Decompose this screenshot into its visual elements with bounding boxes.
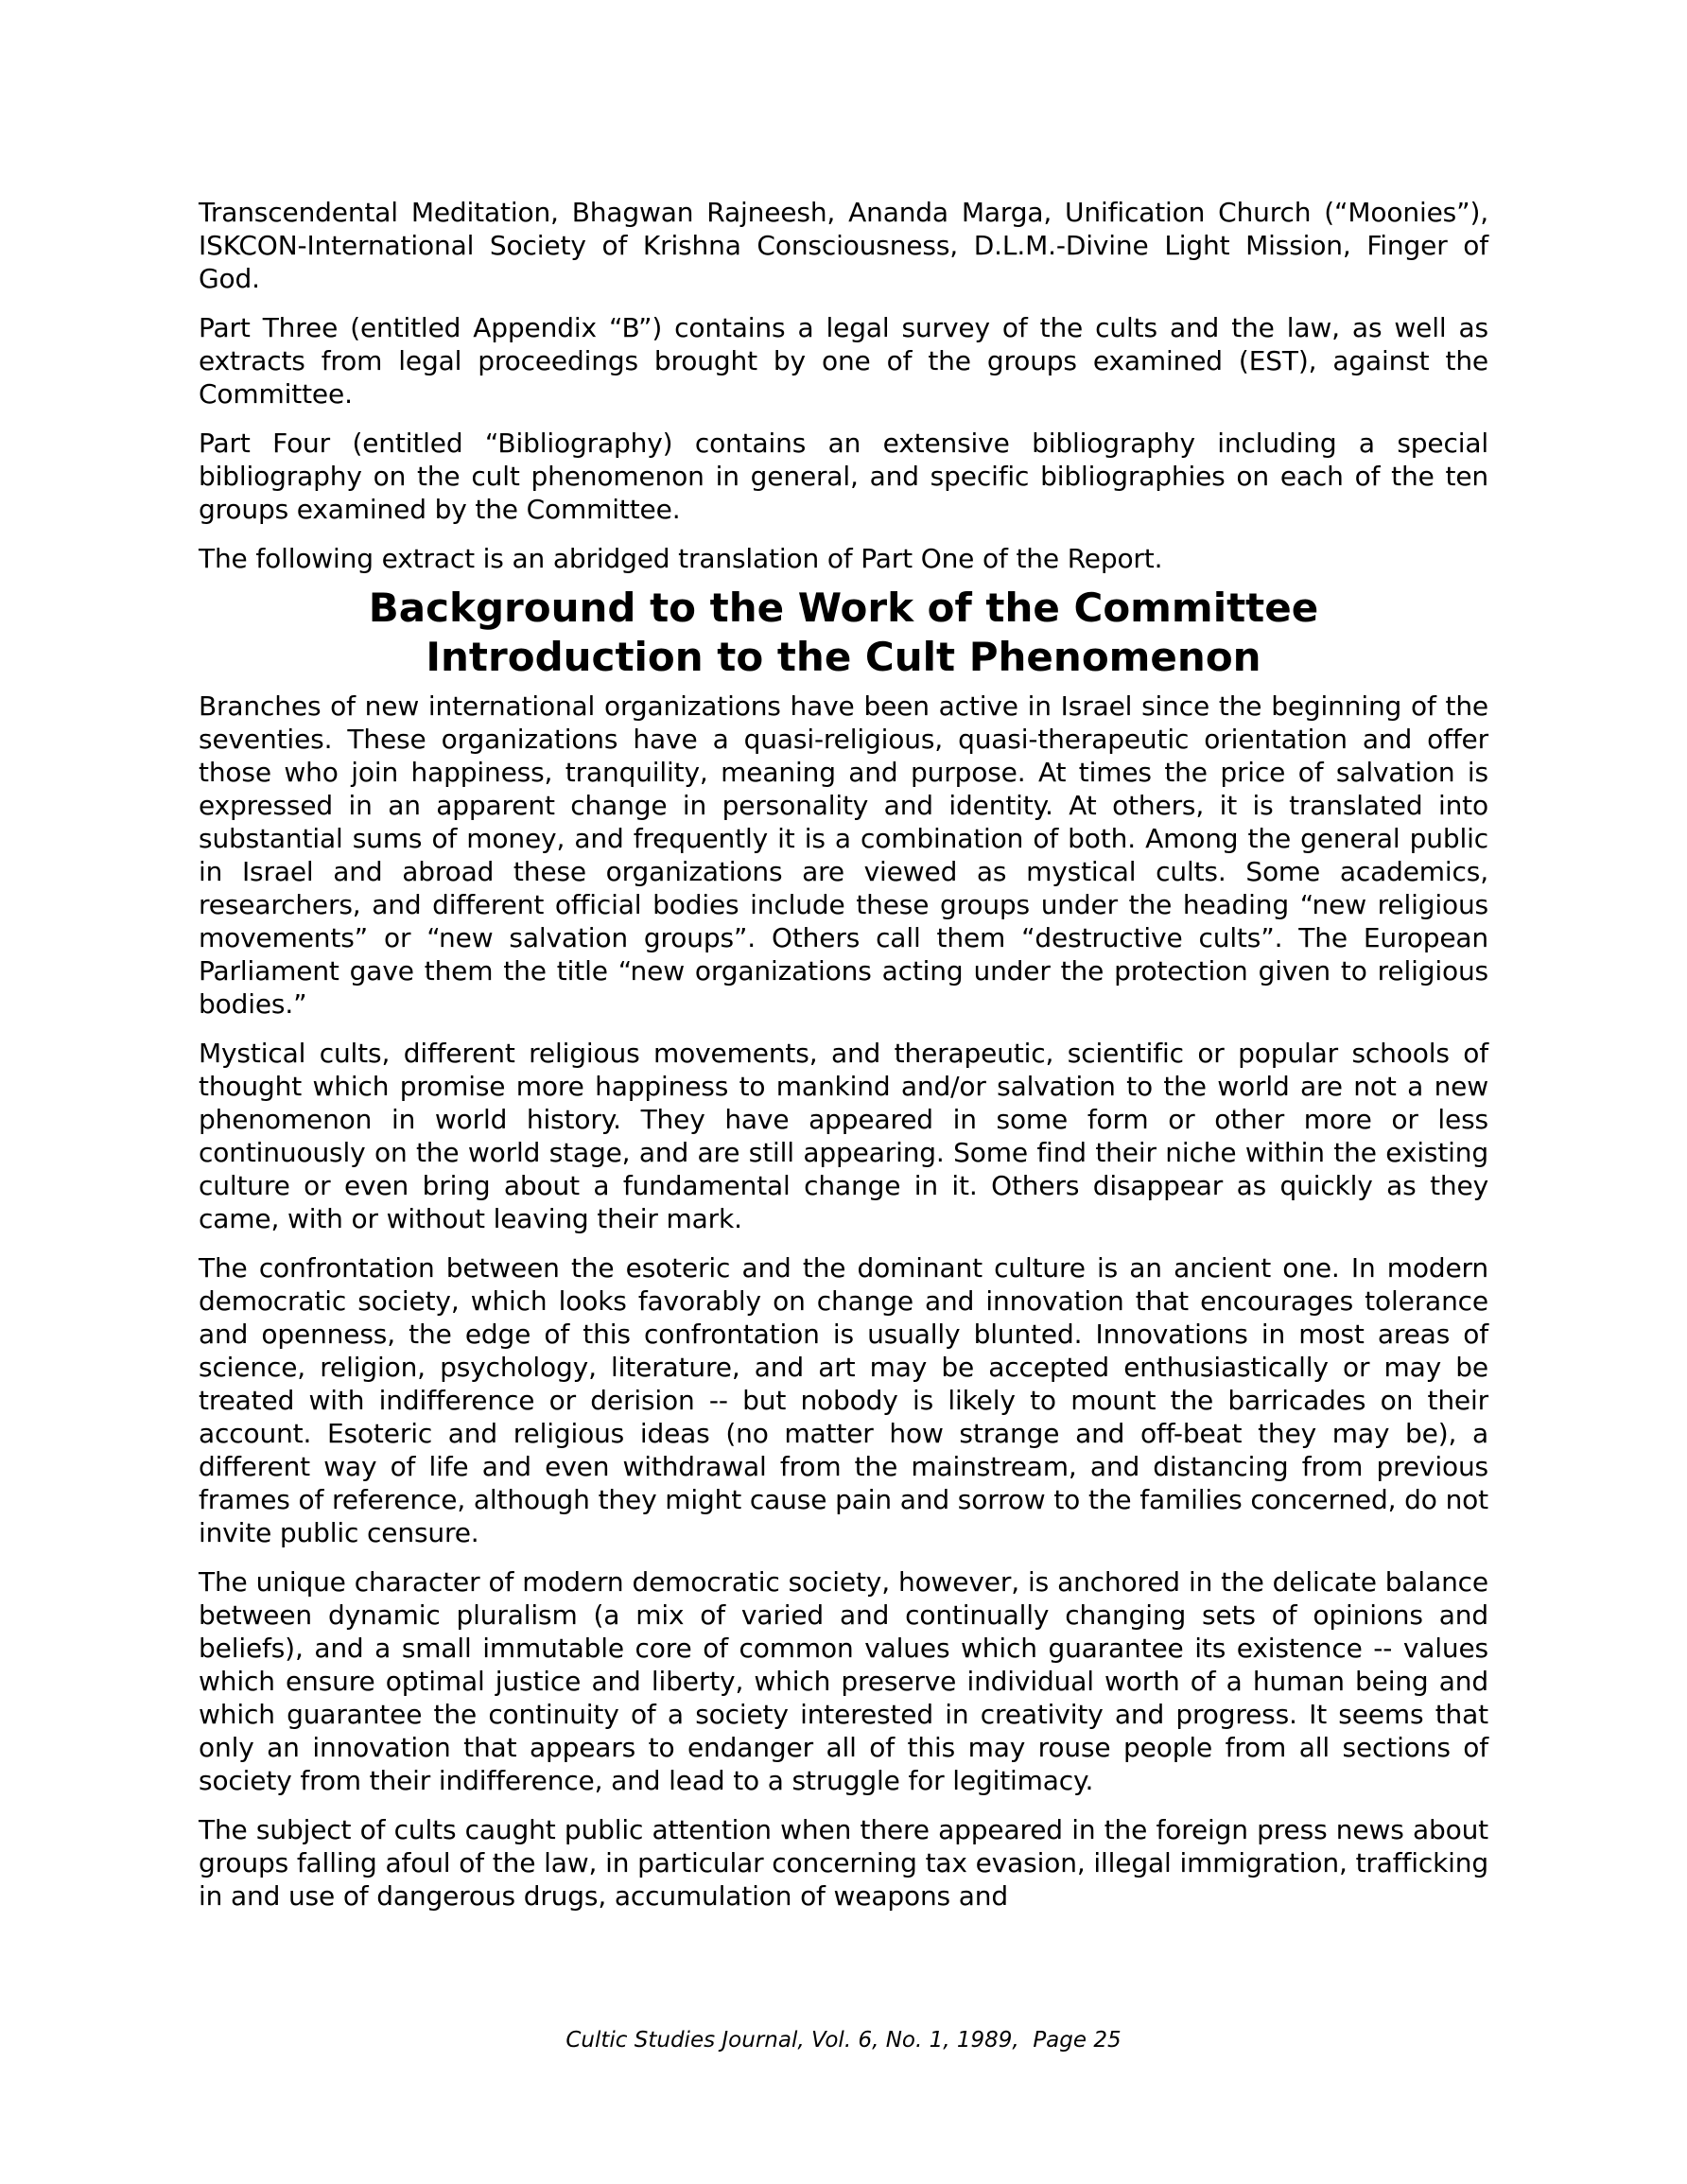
paragraph-cult-list: Transcendental Meditation, Bhagwan Rajneesh, Ananda Marga, Unification Church (“Moonies”), ISKCON-International Society of Krishna Consciousness, D.L.M.-Divine Light Mission, Finger of God. <box>199 197 1488 294</box>
paragraph-part-four: Part Four (entitled “Bibliography) contains an extensive bibliography including a special bibliography on the cult phenomenon in general, and specific bibliographies on each of the ten groups examined by the Committee. <box>199 428 1488 525</box>
paragraph-branches: Branches of new international organizations have been active in Israel since the beginning of the seventies. These organizations have a quasi-religious, quasi-therapeutic orientation and offer those who join happiness, tranquility, meaning and purpose. At times the price of salvation is expressed in an apparent change in personality and identity. At others, it is translated into substantial sums of money, and frequently it is a combination of both. Among the general public in Israel and abroad these organizations are viewed as mystical cults. Some academics, researchers, and different official bodies include these groups under the heading “new religious movements” or “new salvation groups”. Others call them “destructive cults”. The European Parliament gave them the title “new organizations acting under the protection given to religious bodies.” <box>199 690 1488 1020</box>
section-heading-background: Background to the Work of the Committee <box>368 585 1319 631</box>
paragraph-extract-note: The following extract is an abridged translation of Part One of the Report. <box>199 543 1163 574</box>
paragraph-part-three: Part Three (entitled Appendix “B”) contains a legal survey of the cults and the law, as well as extracts from legal proceedings brought by one of the groups examined (EST), against the Committee. <box>199 312 1488 410</box>
paragraph-democratic-society: The unique character of modern democratic society, however, is anchored in the delicate balance between dynamic pluralism (a mix of varied and continually changing sets of opinions and beliefs), and a small immutable core of common values which guarantee its existence -- values which ensure optimal justice and liberty, which preserve individual worth of a human being and which guarantee the continuity of a society interested in creativity and progress. It seems that only an innovation that appears to endanger all of this may rouse people from all sections of society from their indifference, and lead to a struggle for legitimacy. <box>199 1566 1488 1796</box>
page-footer-citation: Cultic Studies Journal, Vol. 6, No. 1, 1989, Page 25 <box>565 2028 1122 2053</box>
paragraph-mystical-cults: Mystical cults, different religious movements, and therapeutic, scientific or popular schools of thought which promise more happiness to mankind and/or salvation to the world are not a new phenomenon in world history. They have appeared in some form or other more or less continuously on the world stage, and are still appearing. Some find their niche within the existing culture or even bring about a fundamental change in it. Others disappear as quickly as they came, with or without leaving their mark. <box>199 1038 1488 1234</box>
page-body <box>199 196 1488 1929</box>
section-heading-introduction: Introduction to the Cult Phenomenon <box>426 634 1261 680</box>
paragraph-public-attention: The subject of cults caught public attention when there appeared in the foreign press news about groups falling afoul of the law, in particular concerning tax evasion, illegal immigration, trafficking in and use of dangerous drugs, accumulation of weapons and <box>199 1814 1488 1912</box>
paragraph-confrontation: The confrontation between the esoteric and the dominant culture is an ancient one. In modern democratic society, which looks favorably on change and innovation that encourages tolerance and openness, the edge of this confrontation is usually blunted. Innovations in most areas of science, religion, psychology, literature, and art may be accepted enthusiastically or may be treated with indifference or derision -- but nobody is likely to mount the barricades on their account. Esoteric and religious ideas (no matter how strange and off-beat they may be), a different way of life and even withdrawal from the mainstream, and distancing from previous frames of reference, although they might cause pain and sorrow to the families concerned, do not invite public censure. <box>199 1252 1488 1548</box>
